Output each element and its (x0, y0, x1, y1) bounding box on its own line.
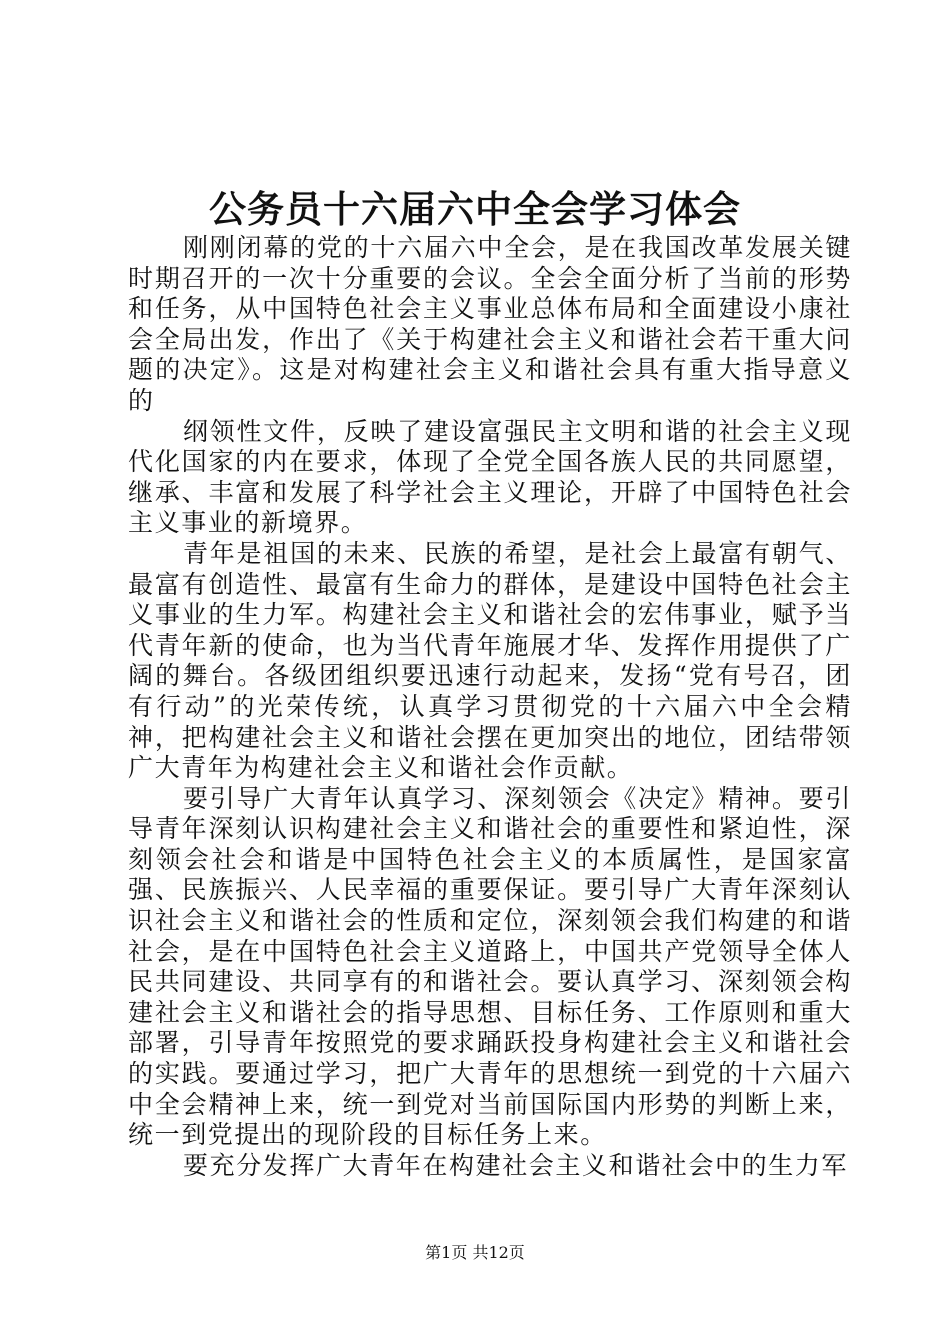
paragraph-5: 要充分发挥广大青年在构建社会主义和谐社会中的生力军 (183, 1150, 849, 1180)
paragraph-3: 青年是祖国的未来、民族的希望，是社会上最富有朝气、最富有创造性、最富有生命力的群体，是建设中国特色社会主义事业的生力军。构建社会主义和谐社会的宏伟事业，赋予当代青年新的使命，也为当代青年施展才华、发挥作用提供了广阔的舞台。各级团组织要迅速行动起来，发扬“党有号召，团有行动”的光荣传统，认真学习贯彻党的十六届六中全会精神，把构建社会主义和谐社会摆在更加突出的地位，团结带领广大青年为构建社会主义和谐社会作贡献。 (128, 538, 852, 783)
paragraph-4: 要引导广大青年认真学习、深刻领会《决定》精神。要引导青年深刻认识构建社会主义和谐社会的重要性和紧迫性，深刻领会社会和谐是中国特色社会主义的本质属性，是国家富强、民族振兴、人民幸福的重要保证。要引导广大青年深刻认识社会主义和谐社会的性质和定位，深刻领会我们构建的和谐社会，是在中国特色社会主义道路上，中国共产党领导全体人民共同建设、共同享有的和谐社会。要认真学习、深刻领会构建社会主义和谐社会的指导思想、目标任务、工作原则和重大部署，引导青年按照党的要求踊跃投身构建社会主义和谐社会的实践。要通过学习，把广大青年的思想统一到党的十六届六中全会精神上来，统一到党对当前国际国内形势的判断上来，统一到党提出的现阶段的目标任务上来。 (128, 783, 852, 1150)
document-body (128, 233, 852, 1181)
paragraph-2: 纲领性文件，反映了建设富强民主文明和谐的社会主义现代化国家的内在要求，体现了全党全国各族人民的共同愿望，继承、丰富和发展了科学社会主义理论，开辟了中国特色社会主义事业的新境界。 (128, 416, 852, 538)
page-title: 公务员十六届六中全会学习体会 (209, 187, 741, 231)
page-footer: 第1页 共12页 (425, 1243, 525, 1262)
paragraph-1: 刚刚闭幕的党的十六届六中全会，是在我国改革发展关键时期召开的一次十分重要的会议。全会全面分析了当前的形势和任务，从中国特色社会主义事业总体布局和全面建设小康社会全局出发，作出了《关于构建社会主义和谐社会若干重大问题的决定》。这是对构建社会主义和谐社会具有重大指导意义的 (128, 233, 852, 415)
